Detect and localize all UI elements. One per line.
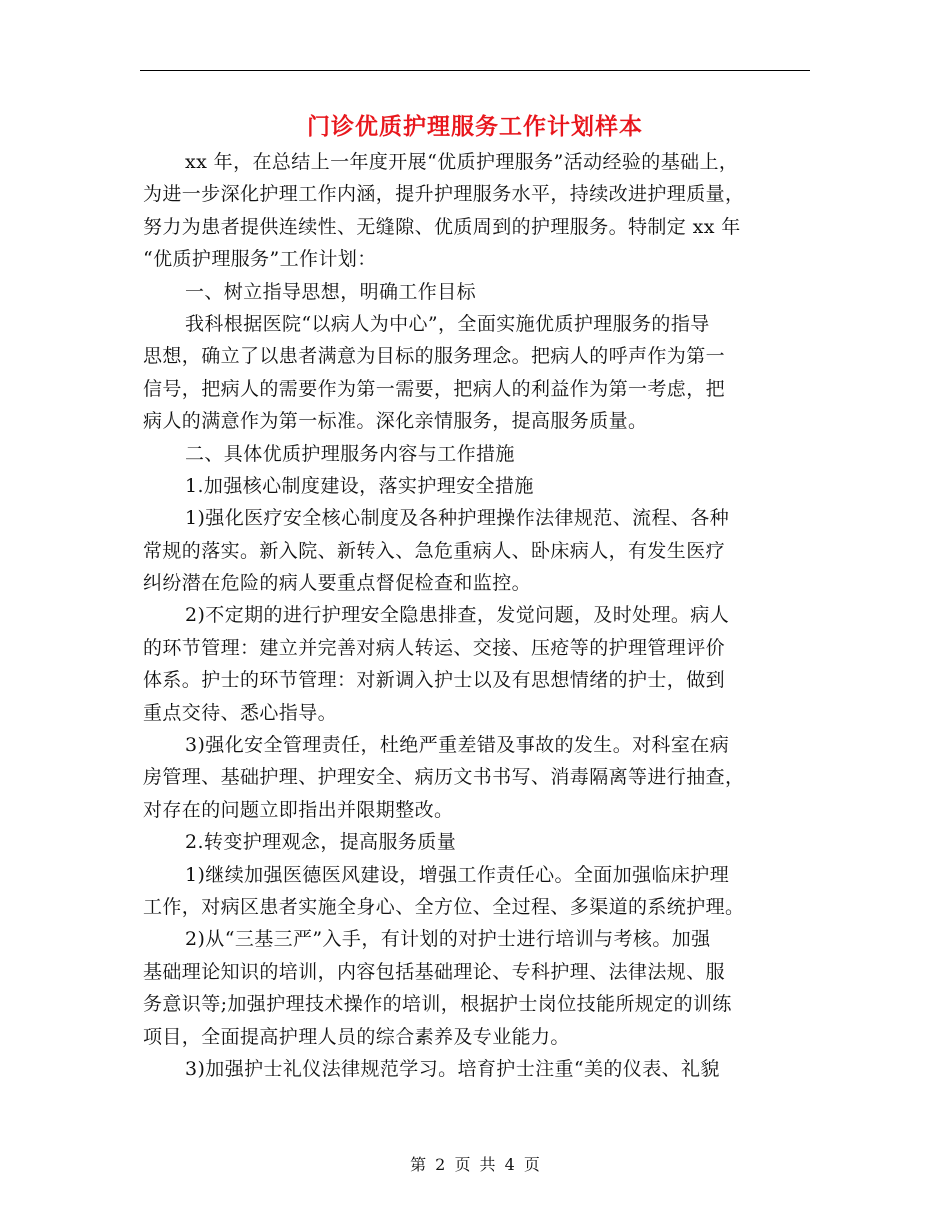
- text-line: 3)加强护士礼仪法律规范学习。培育护士注重“美的仪表、礼貌: [185, 1057, 720, 1080]
- document-title: 门诊优质护理服务工作计划样本: [307, 114, 643, 140]
- text-line: “优质护理服务”工作计划：: [143, 248, 377, 271]
- text-line: 2.转变护理观念，提高服务质量: [185, 831, 457, 854]
- text-line: 重点交待、悉心指导。: [143, 701, 338, 724]
- text-line: 基础理论知识的培训，内容包括基础理论、专科护理、法律法规、服: [143, 960, 726, 983]
- text-line: 我科根据医院“以病人为中心”，全面实施优质护理服务的指导: [185, 312, 710, 335]
- text-line: 体系。护士的环节管理：对新调入护士以及有思想情绪的护士，做到: [143, 669, 726, 692]
- text-line: 2)不定期的进行护理安全隐患排查，发觉问题，及时处理。病人: [185, 604, 730, 627]
- text-line: 1)强化医疗安全核心制度及各种护理操作法律规范、流程、各种: [185, 507, 730, 530]
- text-line: 3)强化安全管理责任，杜绝严重差错及事故的发生。对科室在病: [185, 734, 730, 757]
- document-body: [143, 146, 810, 1085]
- text-line: xx 年，在总结上一年度开展“优质护理服务”活动经验的基础上，: [185, 151, 739, 173]
- text-line: 纠纷潜在危险的病人要重点督促检查和监控。: [143, 572, 532, 595]
- text-line: 一、树立指导思想，明确工作目标: [185, 280, 477, 303]
- text-line: 信号，把病人的需要作为第一需要，把病人的利益作为第一考虑，把: [143, 377, 726, 400]
- text-line: 思想，确立了以患者满意为目标的服务理念。把病人的呼声作为第一: [143, 345, 726, 368]
- text-line: 房管理、基础护理、护理安全、病历文书书写、消毒隔离等进行抽查，: [143, 766, 745, 789]
- text-line: 努力为患者提供连续性、无缝隙、优质周到的护理服务。特制定 xx 年: [143, 215, 741, 238]
- text-line: 为进一步深化护理工作内涵，提升护理服务水平，持续改进护理质量，: [143, 183, 745, 206]
- text-line: 2)从“三基三严”入手，有计划的对护士进行培训与考核。加强: [185, 928, 711, 951]
- text-line: 1.加强核心制度建设，落实护理安全措施: [185, 474, 534, 497]
- text-line: 病人的满意作为第一标准。深化亲情服务，提高服务质量。: [143, 410, 648, 433]
- text-line: 1)继续加强医德医风建设，增强工作责任心。全面加强临床护理: [185, 863, 730, 886]
- text-line: 工作，对病区患者实施全身心、全方位、全过程、多渠道的系统护理。: [143, 895, 745, 918]
- page-footer: 第 2 页 共 4 页: [410, 1155, 540, 1174]
- text-line: 二、具体优质护理服务内容与工作措施: [185, 442, 515, 465]
- text-line: 项目，全面提高护理人员的综合素养及专业能力。: [143, 1025, 570, 1048]
- header-rule: [140, 70, 810, 71]
- text-line: 的环节管理：建立并完善对病人转运、交接、压疮等的护理管理评价: [143, 636, 726, 659]
- text-line: 对存在的问题立即指出并限期整改。: [143, 798, 454, 821]
- text-line: 务意识等;加强护理技术操作的培训，根据护士岗位技能所规定的训练: [143, 993, 732, 1016]
- text-line: 常规的落实。新入院、新转入、急危重病人、卧床病人，有发生医疗: [143, 539, 726, 562]
